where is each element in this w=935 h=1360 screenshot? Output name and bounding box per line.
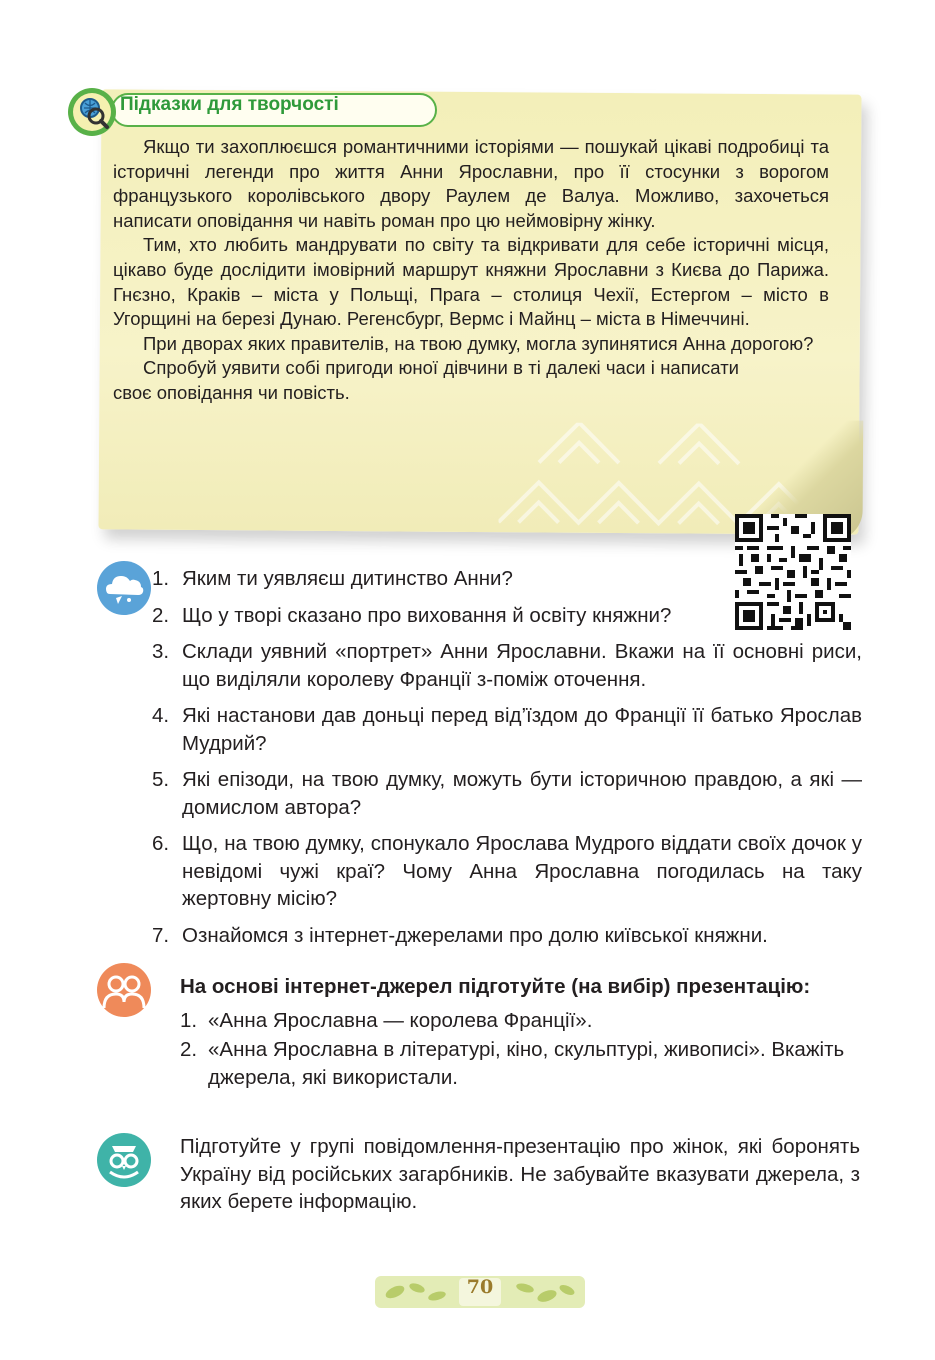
presentation-number: 1. [180,1008,198,1032]
question-number: 2. [152,603,170,627]
question-item [152,565,722,593]
question-text: Які епізоди, на твою думку, можуть бути історичною правдою, а які — домислом автора? [182,768,862,819]
question-number: 7. [152,923,170,947]
question-number: 6. [152,832,170,855]
question-item [152,602,722,630]
question-text: Ознайомся з інтернет-джерелами про долю київської княжни. [182,923,768,947]
tips-paragraph: Тим, хто любить мандрувати по світу та відкривати для себе історичні місця, цікаво буде дослідити імовірний маршрут княжни Ярославни з Києва до Парижа. Гнєзно, Краків – міста у Польщі, Прага – столиця Чехії, Естергом – місто в Угорщині на березі Дунаю. Регенсбург, Вермс і Майнц – міста в Німеччині. [113,234,829,330]
presentation-task [180,973,860,1093]
group-task-text: Підготуйте у групі повідомлення-презентацію про жінок, які боронять Україну від російських загарбників. Не забувайте вказувати джерела, з яких берете інформацію. [180,1135,860,1213]
question-item [152,766,862,821]
tips-paragraph: При дворах яких правителів, на твою думку, могла зупинятися Анна дорогою? [143,332,814,354]
question-number: 1. [152,567,170,590]
question-number: 5. [152,768,170,791]
presentation-text: «Анна Ярославна в літературі, кіно, скульптурі, живописі». Вкажіть джерела, які використали. [208,1038,845,1089]
question-number: 4. [152,704,170,727]
presentation-item [180,1036,860,1091]
cloud-thought-icon [96,560,152,616]
question-text: Склади уявний «портрет» Анни Ярославни. Вкажи на її основні риси, що виділяли королеву Франції з-поміж оточення. [182,640,862,691]
question-item [152,830,862,913]
presentation-text: «Анна Ярославна — королева Франції». [208,1008,593,1032]
questions-list [152,565,862,958]
tips-title: Підказки для творчості [120,94,339,115]
presentation-list [180,1007,860,1092]
question-text: Що у творі сказано про виховання й освіту княжни? [182,603,672,627]
tips-paragraph: Якщо ти захоплюєшся романтичними історіями — пошукай цікаві подробиці та історичні легенди про життя Анни Ярославни, про її стосунки з ворогом французького королівського двору Раулем де Валуа. Можливо, захочеться написати оповідання чи навіть роман про цю неймовірну жінку. [113,136,829,231]
question-item [152,638,862,693]
tips-paragraph: Спробуй уявити собі пригоди юної дівчини в ті далекі часи і написати своє оповідання чи повість. [113,357,739,403]
presentation-title: На основі інтернет-джерел підготуйте (на вибір) презентацію: [180,975,811,998]
question-text: Які настанови дав доньці перед від’їздом до Франції її батько Ярослав Мудрий? [182,704,862,755]
page-number: 70 [466,1276,494,1298]
presentation-number: 2. [180,1038,198,1061]
question-text: Що, на твою думку, спонукало Ярослава Мудрого віддати своїх дочок у невідомі чужі краї? Чому Анна Ярославна погодилась на таку жертовну місію? [182,832,862,910]
group-task [180,1133,860,1216]
two-people-icon [96,962,152,1018]
question-number: 3. [152,640,170,663]
question-item [152,922,862,950]
question-text: Яким ти уявляєш дитинство Анни? [182,567,513,590]
tips-body [113,135,829,406]
magnifier-globe-icon [66,86,118,138]
owl-icon [96,1132,152,1188]
presentation-item [180,1007,860,1035]
question-item [152,702,862,757]
